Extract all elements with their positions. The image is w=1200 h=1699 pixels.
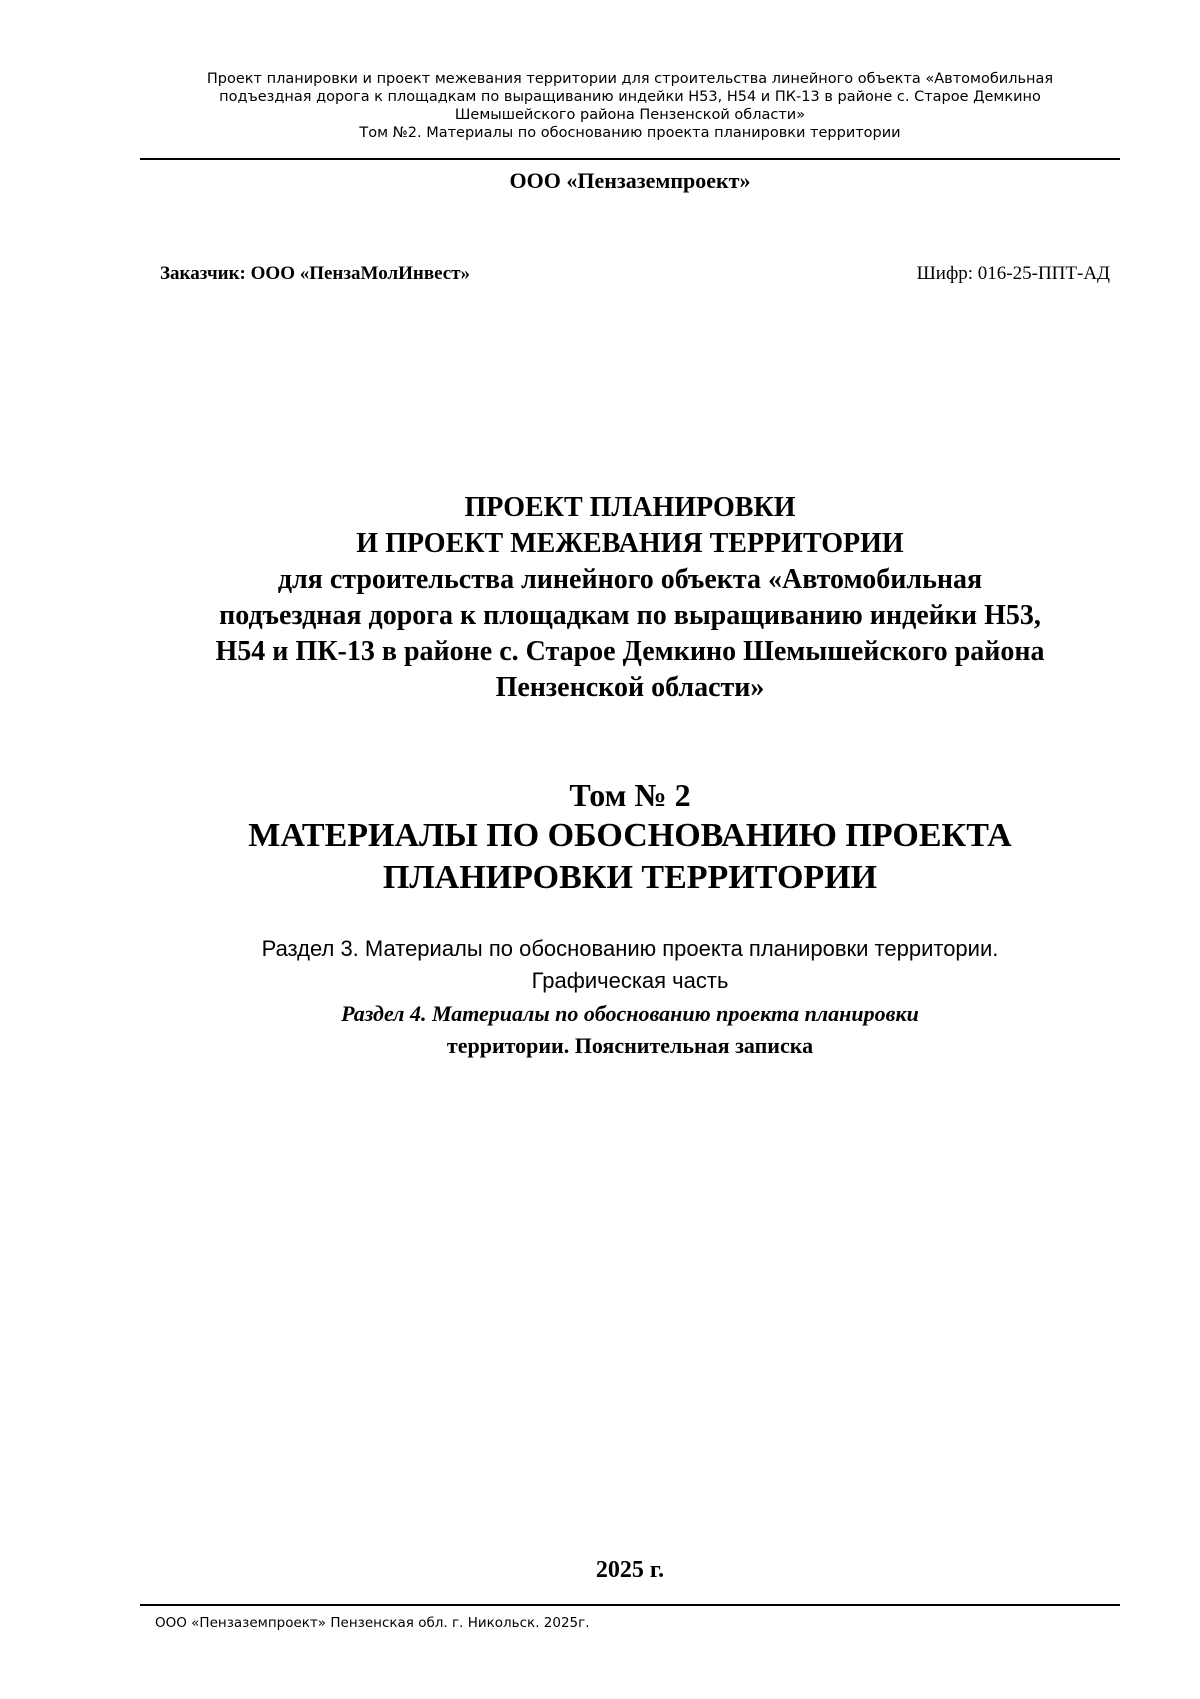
title-line: ПРОЕКТ ПЛАНИРОВКИ xyxy=(464,492,796,523)
header-line: Шемышейского района Пензенской области» xyxy=(454,107,806,123)
document-year: 2025 г. xyxy=(595,1557,665,1583)
title-line: Н54 и ПК-13 в районе с. Старое Демкино Шемышейского района xyxy=(215,636,1045,667)
section-3-line: Графическая часть xyxy=(531,968,729,993)
volume-title-line: ПЛАНИРОВКИ ТЕРРИТОРИИ xyxy=(382,859,878,896)
header-divider xyxy=(140,158,1120,160)
title-line: для строительства линейного объекта «Автомобильная xyxy=(277,564,983,595)
document-title xyxy=(130,490,1130,706)
header-line: Том №2. Материалы по обоснованию проекта планировки территории xyxy=(359,125,901,141)
section-4-line: Раздел 4. Материалы по обоснованию проекта планировки xyxy=(341,1001,919,1026)
section-4-line: территории. Пояснительная записка xyxy=(446,1033,814,1058)
footer-divider xyxy=(140,1604,1120,1606)
title-line: подъездная дорога к площадкам по выращиванию индейки Н53, xyxy=(219,600,1041,631)
running-header xyxy=(140,70,1120,142)
sections-list xyxy=(130,933,1130,1061)
cipher-label: Шифр: 016-25-ППТ-АД xyxy=(916,263,1110,284)
section-3-line: Раздел 3. Материалы по обоснованию проекта планировки территории. xyxy=(261,936,999,961)
title-line: И ПРОЕКТ МЕЖЕВАНИЯ ТЕРРИТОРИИ xyxy=(356,528,904,559)
volume-heading xyxy=(130,775,1130,899)
title-line: Пензенской области» xyxy=(495,672,765,703)
volume-number: Том № 2 xyxy=(569,777,691,813)
header-line: подъездная дорога к площадкам по выращиванию индейки Н53, Н54 и ПК-13 в районе с. Старое Демкино xyxy=(219,89,1041,105)
volume-title-line: МАТЕРИАЛЫ ПО ОБОСНОВАНИЮ ПРОЕКТА xyxy=(248,817,1012,854)
header-line: Проект планировки и проект межевания территории для строительства линейного объекта «Автомобильная xyxy=(206,71,1054,87)
organization-name: ООО «Пензаземпроект» xyxy=(509,168,751,193)
client-label: Заказчик: ООО «ПензаМолИнвест» xyxy=(160,263,471,284)
page-footer: ООО «Пензаземпроект» Пензенская обл. г. Никольск. 2025г. xyxy=(155,1615,590,1631)
